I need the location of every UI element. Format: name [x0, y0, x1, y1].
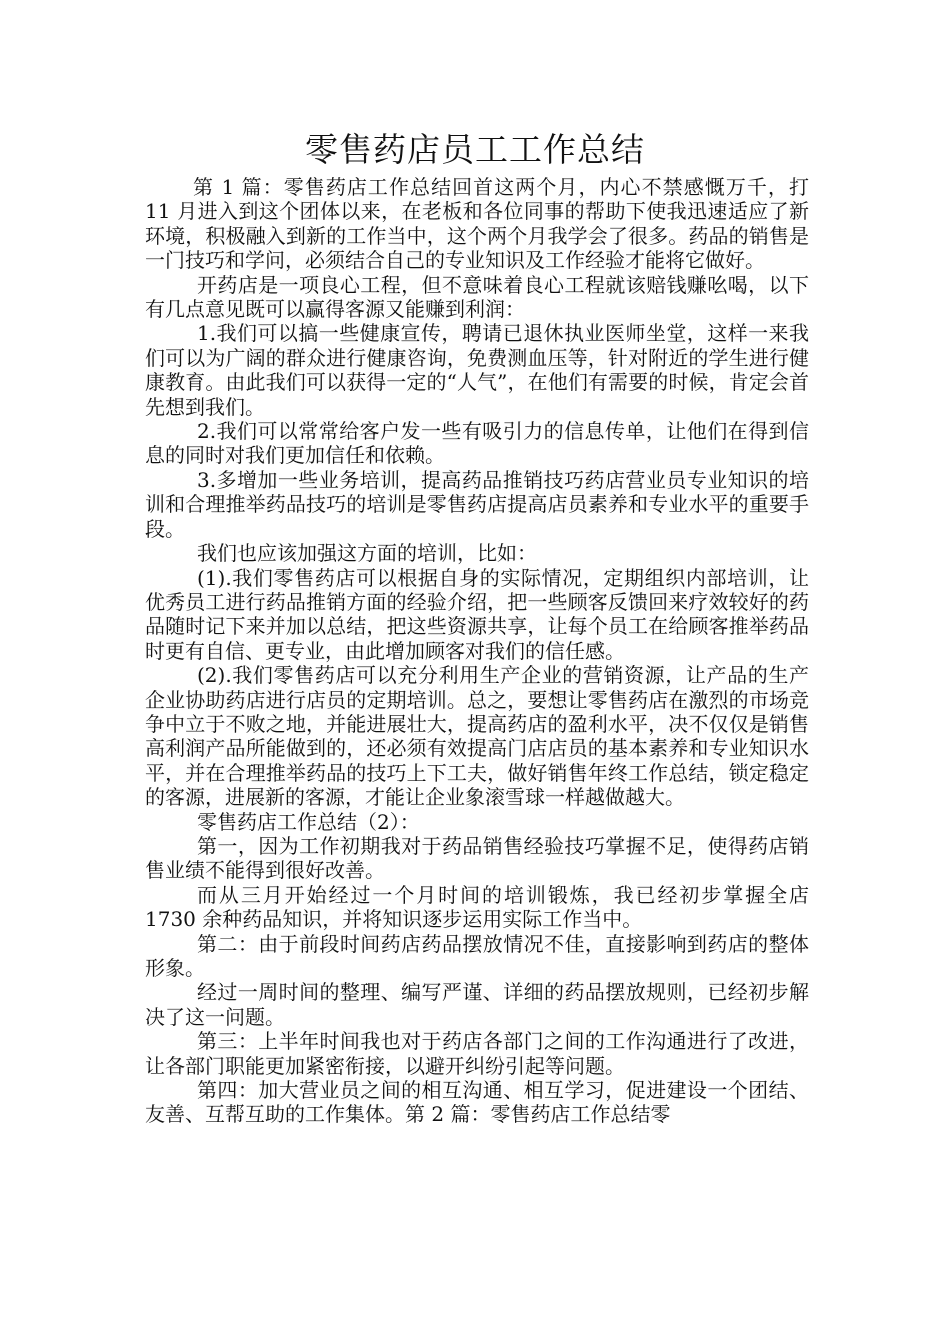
paragraph: (1).我们零售药店可以根据自身的实际情况，定期组织内部培训，让优秀员工进行药品推销方面的经验介绍，把一些顾客反馈回来疗效较好的药品随时记下来并加以总结，把这些资源共享，让每个员工在给顾客推举药品时更有自信、更专业，由此增加顾客对我们的信任感。	[145, 565, 809, 663]
paragraph: 我们也应该加强这方面的培训，比如：	[197, 541, 537, 566]
paragraph: 第三：上半年时间我也对于药店各部门之间的工作沟通进行了改进，让各部门职能更加紧密衔接，以避开纠纷引起等问题。	[145, 1029, 809, 1078]
paragraph: 第 1 篇：零售药店工作总结回首这两个月，内心不禁感慨万千，打 11 月进入到这个团体以来，在老板和各位同事的帮助下使我迅速适应了新环境，积极融入到新的工作当中，这个两个月我学会了很多。药品的销售是一门技巧和学问，必须结合自己的专业知识及工作经验才能将它做好。	[145, 175, 809, 273]
paragraph: 第四：加大营业员之间的相互沟通、相互学习，促进建设一个团结、友善、互帮互助的工作集体。第 2 篇：零售药店工作总结零	[145, 1078, 809, 1127]
paragraph: 第二：由于前段时间药店药品摆放情况不佳，直接影响到药店的整体形象。	[145, 931, 809, 980]
paragraph: 而从三月开始经过一个月时间的培训锻炼，我已经初步掌握全店 1730 余种药品知识，并将知识逐步运用实际工作当中。	[145, 882, 809, 932]
paragraph: 经过一周时间的整理、编写严谨、详细的药品摆放规则，已经初步解决了这一问题。	[145, 980, 809, 1029]
paragraph: 零售药店工作总结（2）：	[197, 809, 420, 834]
paragraph: 3.多增加一些业务培训，提高药品推销技巧药店营业员专业知识的培训和合理推举药品技巧的培训是零售药店提高店员素养和专业水平的重要手段。	[145, 467, 809, 541]
paragraph: (2).我们零售药店可以充分利用生产企业的营销资源，让产品的生产企业协助药店进行店员的定期培训。总之，要想让零售药店在激烈的市场竞争中立于不败之地，并能进展壮大，提高药店的盈利水平，决不仅仅是销售高利润产品所能做到的，还必须有效提高门店店员的基本素养和专业知识水平，并在合理推举药品的技巧上下工夫，做好销售年终工作总结，锁定稳定的客源，进展新的客源，才能让企业象滚雪球一样越做越大。	[145, 663, 809, 810]
document-body	[145, 175, 809, 1127]
paragraph: 第一，因为工作初期我对于药品销售经验技巧掌握不足，使得药店销售业绩不能得到很好改善。	[145, 833, 809, 883]
paragraph: 1.我们可以搞一些健康宣传，聘请已退休执业医师坐堂，这样一来我们可以为广阔的群众进行健康咨询，免费测血压等，针对附近的学生进行健康教育。由此我们可以获得一定的“人气”，在他们有需要的时候，肯定会首先想到我们。	[145, 321, 809, 419]
document-title: 零售药店员工工作总结	[305, 130, 645, 169]
paragraph: 2.我们可以常常给客户发一些有吸引力的信息传单，让他们在得到信息的同时对我们更加信任和依赖。	[145, 419, 809, 468]
paragraph: 开药店是一项良心工程，但不意味着良心工程就该赔钱赚吆喝，以下有几点意见既可以赢得客源又能赚到利润：	[145, 272, 809, 322]
